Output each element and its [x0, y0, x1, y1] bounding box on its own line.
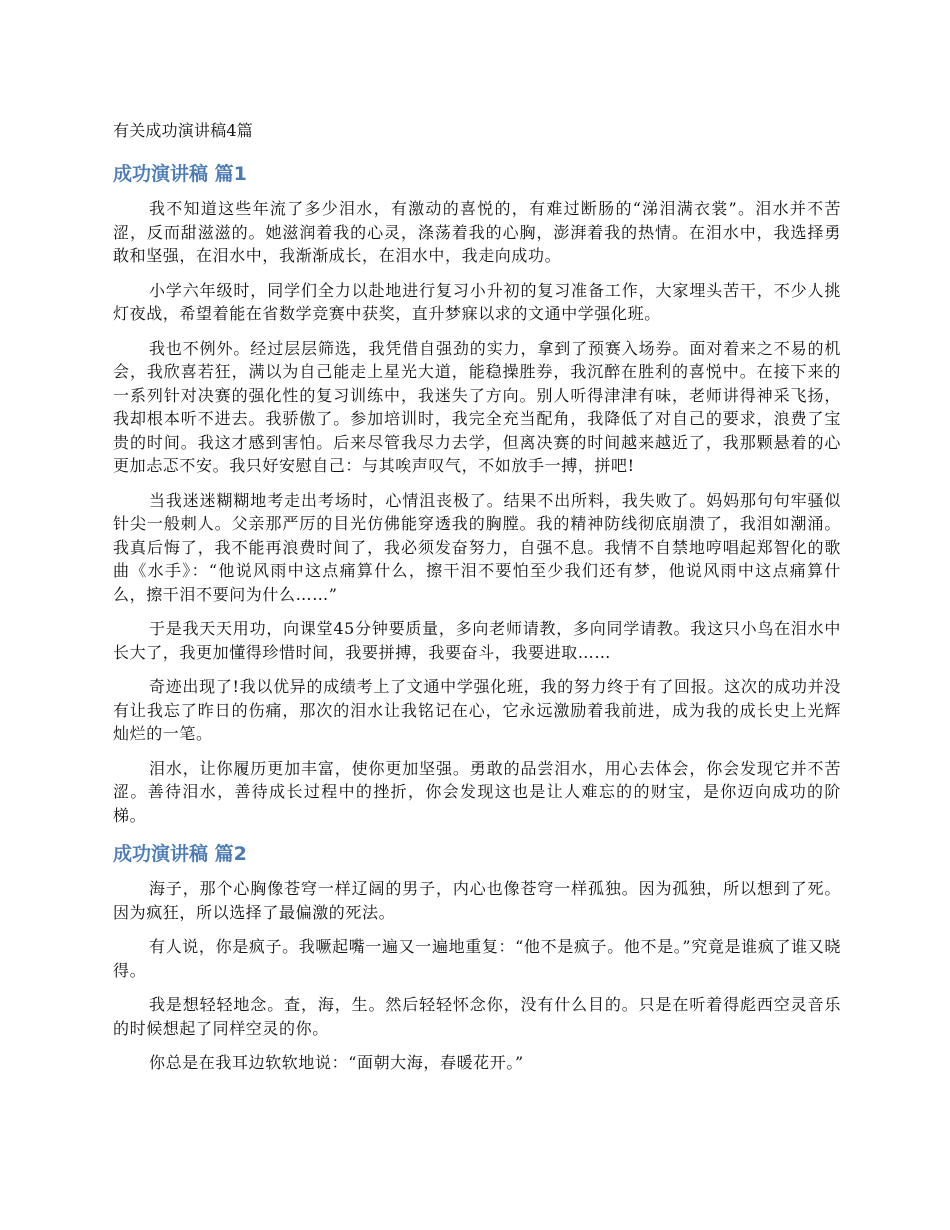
- paragraph: 我不知道这些年流了多少泪水，有激动的喜悦的，有难过断肠的“涕泪满衣裳”。泪水并不苦涩，反而甜滋滋的。她滋润着我的心灵，涤荡着我的心胸，澎湃着我的热情。在泪水中，我选择勇敢和坚强，在泪水中，我渐渐成长，在泪水中，我走向成功。: [113, 199, 841, 265]
- paragraph: 有人说，你是疯子。我噘起嘴一遍又一遍地重复：“他不是疯子。他不是。”究竟是谁疯了谁又晓得。: [113, 937, 841, 980]
- paragraph: 当我迷迷糊糊地考走出考场时，心情沮丧极了。结果不出所料，我失败了。妈妈那句句牢骚似针尖一般刺人。父亲那严厉的目光仿佛能穿透我的胸膛。我的精神防线彻底崩溃了，我泪如潮涌。我真后悔了，我不能再浪费时间了，我必须发奋努力，自强不息。我情不自禁地哼唱起郑智化的歌曲《水手》：“他说风雨中这点痛算什么，擦干泪不要怕至少我们还有梦，他说风雨中这点痛算什么，擦干泪不要问为什么……”: [113, 490, 841, 604]
- paragraph: 海子，那个心胸像苍穹一样辽阔的男子，内心也像苍穹一样孤独。因为孤独，所以想到了死。因为疯狂，所以选择了最偏激的死法。: [113, 879, 841, 922]
- paragraph: 奇迹出现了!我以优异的成绩考上了文通中学强化班，我的努力终于有了回报。这次的成功并没有让我忘了昨日的伤痛，那次的泪水让我铭记在心，它永远激励着我前进，成为我的成长史上光辉灿烂的一笔。: [113, 677, 841, 743]
- paragraph: 于是我天天用功，向课堂45分钟要质量，多向老师请教，多向同学请教。我这只小鸟在泪水中长大了，我更加懂得珍惜时间，我要拼搏，我要奋斗，我要进取……: [113, 619, 841, 662]
- section-heading-2: 成功演讲稿 篇2: [113, 843, 247, 865]
- paragraph: 小学六年级时，同学们全力以赴地进行复习小升初的复习准备工作，大家埋头苦干，不少人挑灯夜战，希望着能在省数学竞赛中获奖，直升梦寐以求的文通中学强化班。: [113, 280, 841, 323]
- paragraph: 你总是在我耳边软软地说：“面朝大海，春暖花开。”: [149, 1053, 524, 1072]
- paragraph: 我是想轻轻地念。査，海，生。然后轻轻怀念你，没有什么目的。只是在听着得彪西空灵音乐的时候想起了同样空灵的你。: [113, 995, 841, 1038]
- section-heading-1: 成功演讲稿 篇1: [113, 163, 247, 185]
- document-title: 有关成功演讲稿4篇: [113, 121, 253, 140]
- paragraph: 我也不例外。经过层层筛选，我凭借自强劲的实力，拿到了预赛入场券。面对着来之不易的机会，我欣喜若狂，满以为自己能走上星光大道，能稳操胜券，我沉醉在胜利的喜悦中。在接下来的一系列针对决赛的强化性的复习训练中，我迷失了方向。别人听得津津有味，老师讲得神采飞扬，我却根本听不进去。我骄傲了。参加培训时，我完全充当配角，我降低了对自己的要求，浪费了宝贵的时间。我这才感到害怕。后来尽管我尽力去学，但离决赛的时间越来越近了，我那颗悬着的心更加忐忑不安。我只好安慰自己：与其唉声叹气，不如放手一搏，拼吧!: [113, 338, 841, 475]
- paragraph: 泪水，让你履历更加丰富，使你更加坚强。勇敢的品尝泪水，用心去体会，你会发现它并不苦涩。善待泪水，善待成长过程中的挫折，你会发现这也是让人难忘的的财宝，是你迈向成功的阶梯。: [113, 758, 841, 825]
- document-page: [113, 120, 841, 1086]
